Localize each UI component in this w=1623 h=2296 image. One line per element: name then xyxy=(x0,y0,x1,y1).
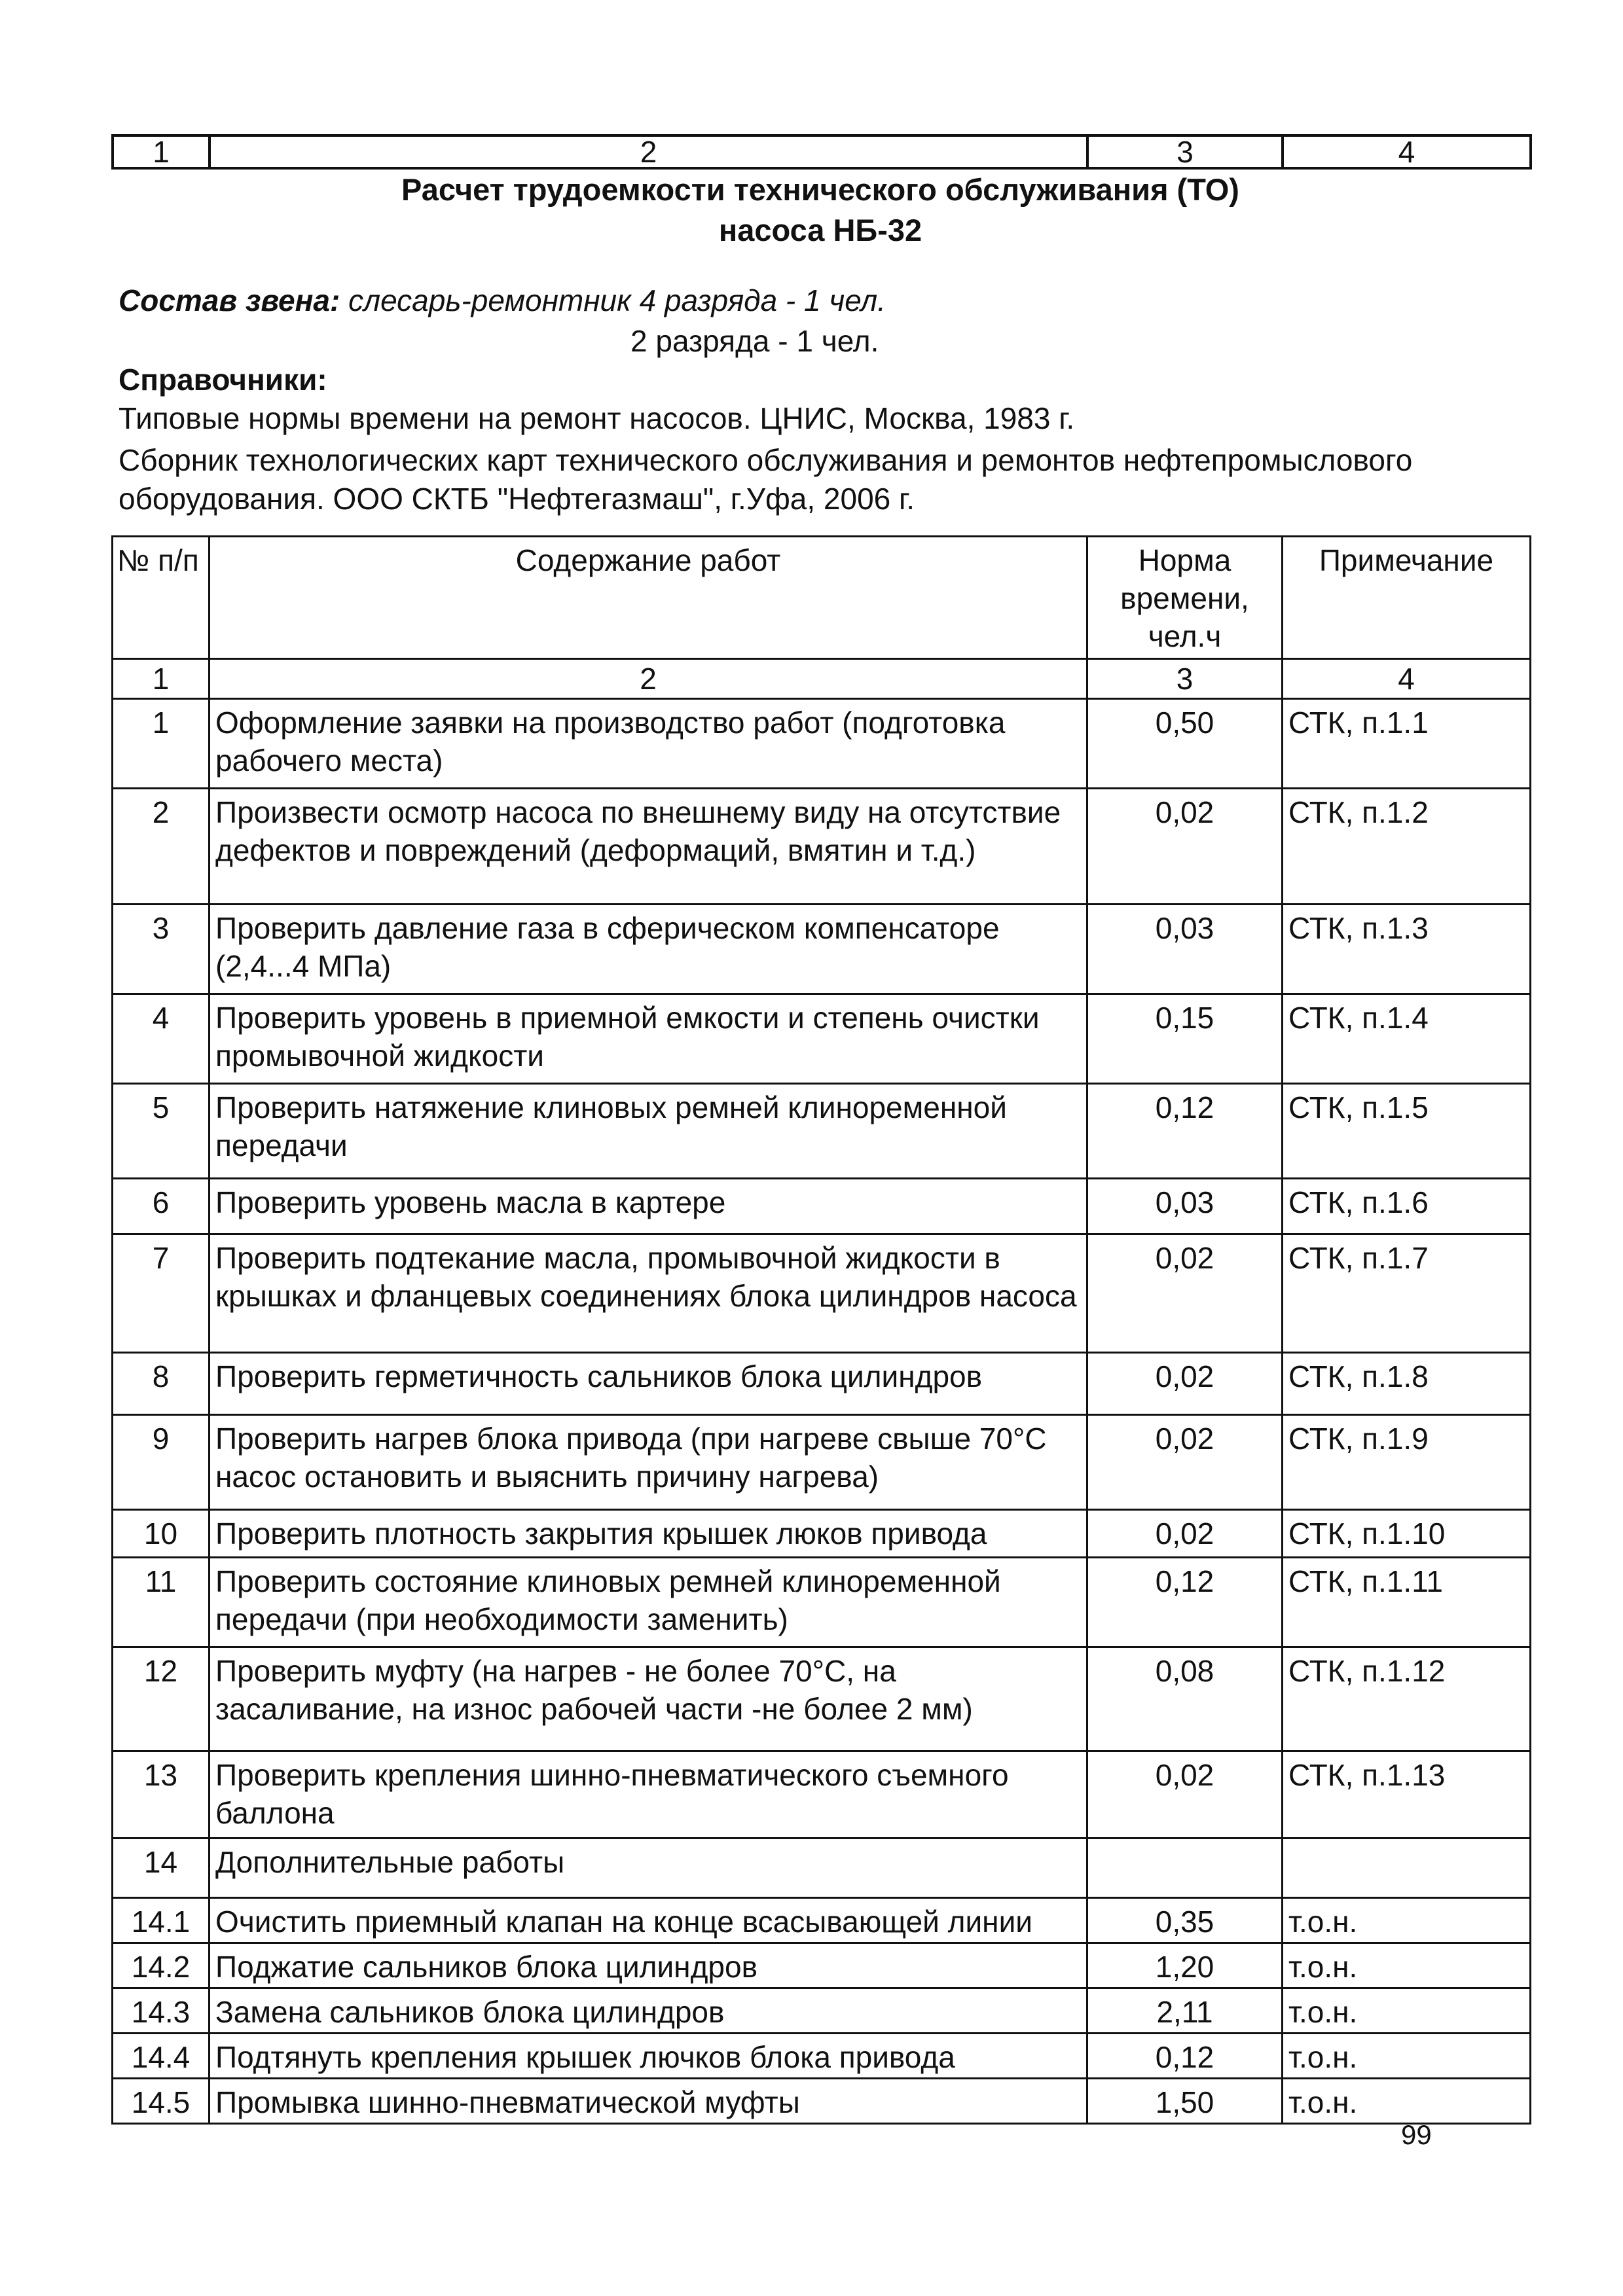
row-num: 3 xyxy=(113,905,210,994)
row-num: 14.5 xyxy=(113,2079,210,2124)
table-row xyxy=(113,1234,1531,1353)
crew-line-2: 2 разряда - 1 чел. xyxy=(630,324,879,358)
strip-col-2: 2 xyxy=(210,135,1087,168)
row-norm: 0,12 xyxy=(1087,1558,1283,1647)
row-note: СТК, п.1.5 xyxy=(1283,1084,1531,1179)
row-note: СТК, п.1.7 xyxy=(1283,1234,1531,1353)
row-note: СТК, п.1.9 xyxy=(1283,1415,1531,1510)
row-note: СТК, п.1.8 xyxy=(1283,1353,1531,1415)
row-content: Проверить натяжение клиновых ремней клиноременной передачи xyxy=(210,1084,1087,1179)
table-row xyxy=(113,1751,1531,1839)
row-norm: 0,02 xyxy=(1087,1353,1283,1415)
row-norm: 0,08 xyxy=(1087,1647,1283,1751)
row-norm: 0,12 xyxy=(1087,2034,1283,2079)
row-num: 13 xyxy=(113,1751,210,1839)
row-content: Проверить муфту (на нагрев - не более 70°С, на засаливание, на износ рабочей части -не более 2 мм) xyxy=(210,1647,1087,1751)
table-row xyxy=(113,1943,1531,1988)
crew-line xyxy=(119,283,886,318)
row-content: Поджатие сальников блока цилиндров xyxy=(210,1943,1087,1988)
header-num: № п/п xyxy=(113,537,210,659)
row-note: т.о.н. xyxy=(1283,2034,1531,2079)
row-norm: 0,03 xyxy=(1087,1179,1283,1234)
table-row xyxy=(113,1647,1531,1751)
row-note: СТК, п.1.3 xyxy=(1283,905,1531,994)
references-label: Справочники: xyxy=(119,363,327,397)
table-row xyxy=(113,1839,1531,1898)
row-note: СТК, п.1.1 xyxy=(1283,699,1531,789)
strip-col-4: 4 xyxy=(1283,135,1531,168)
table-row xyxy=(113,789,1531,905)
header-content: Содержание работ xyxy=(210,537,1087,659)
row-content: Замена сальников блока цилиндров xyxy=(210,1988,1087,2034)
row-num: 1 xyxy=(113,699,210,789)
row-content: Проверить уровень масла в картере xyxy=(210,1179,1087,1234)
row-num: 14.4 xyxy=(113,2034,210,2079)
row-content: Проверить состояние клиновых ремней клиноременной передачи (при необходимости заменить) xyxy=(210,1558,1087,1647)
row-content: Произвести осмотр насоса по внешнему виду на отсутствие дефектов и повреждений (деформаций, вмятин и т.д.) xyxy=(210,789,1087,905)
table-row xyxy=(113,905,1531,994)
row-note: СТК, п.1.4 xyxy=(1283,994,1531,1084)
table-row xyxy=(113,1558,1531,1647)
table-row xyxy=(113,2079,1531,2124)
row-num: 14 xyxy=(113,1839,210,1898)
row-norm: 2,11 xyxy=(1087,1988,1283,2034)
reference-2-line-1: Сборник технологических карт технического обслуживания и ремонтов нефтепромыслового xyxy=(119,443,1413,477)
row-content: Проверить подтекание масла, промывочной жидкости в крышках и фланцевых соединениях блока цилиндров насоса xyxy=(210,1234,1087,1353)
table-row xyxy=(113,994,1531,1084)
row-num: 12 xyxy=(113,1647,210,1751)
row-num: 2 xyxy=(113,789,210,905)
header-note: Примечание xyxy=(1283,537,1531,659)
row-note: СТК, п.1.12 xyxy=(1283,1647,1531,1751)
labor-table xyxy=(111,535,1531,2125)
index-col-2: 2 xyxy=(210,659,1087,699)
row-norm: 0,03 xyxy=(1087,905,1283,994)
row-num: 7 xyxy=(113,1234,210,1353)
row-note: т.о.н. xyxy=(1283,2079,1531,2124)
row-num: 9 xyxy=(113,1415,210,1510)
row-norm: 0,35 xyxy=(1087,1898,1283,1943)
index-col-1: 1 xyxy=(113,659,210,699)
row-num: 14.3 xyxy=(113,1988,210,2034)
row-content: Очистить приемный клапан на конце всасывающей линии xyxy=(210,1898,1087,1943)
row-note xyxy=(1283,1839,1531,1898)
table-row xyxy=(113,1415,1531,1510)
document-title: Расчет трудоемкости технического обслуживания (ТО) xyxy=(401,172,1239,207)
row-num: 5 xyxy=(113,1084,210,1179)
row-content: Дополнительные работы xyxy=(210,1839,1087,1898)
row-norm xyxy=(1087,1839,1283,1898)
row-note: т.о.н. xyxy=(1283,1943,1531,1988)
row-num: 8 xyxy=(113,1353,210,1415)
strip-col-1: 1 xyxy=(113,135,210,168)
row-norm: 1,50 xyxy=(1087,2079,1283,2124)
crew-value-1: слесарь-ремонтник 4 разряда - 1 чел. xyxy=(348,283,886,317)
row-note: т.о.н. xyxy=(1283,1988,1531,2034)
table-index-row xyxy=(113,659,1531,699)
table-row xyxy=(113,699,1531,789)
row-norm: 0,02 xyxy=(1087,1751,1283,1839)
crew-label: Состав звена: xyxy=(119,283,340,317)
row-norm: 0,12 xyxy=(1087,1084,1283,1179)
row-note: СТК, п.1.2 xyxy=(1283,789,1531,905)
table-row xyxy=(113,1084,1531,1179)
row-norm: 1,20 xyxy=(1087,1943,1283,1988)
row-content: Подтянуть крепления крышек лючков блока привода xyxy=(210,2034,1087,2079)
row-note: СТК, п.1.11 xyxy=(1283,1558,1531,1647)
row-norm: 0,02 xyxy=(1087,1234,1283,1353)
row-content: Проверить крепления шинно-пневматического съемного баллона xyxy=(210,1751,1087,1839)
row-num: 4 xyxy=(113,994,210,1084)
strip-col-3: 3 xyxy=(1087,135,1283,168)
table-row xyxy=(113,1898,1531,1943)
row-norm: 0,50 xyxy=(1087,699,1283,789)
table-row xyxy=(113,1179,1531,1234)
row-num: 10 xyxy=(113,1510,210,1558)
row-norm: 0,02 xyxy=(1087,1510,1283,1558)
row-content: Промывка шинно-пневматической муфты xyxy=(210,2079,1087,2124)
reference-1: Типовые нормы времени на ремонт насосов. ЦНИС, Москва, 1983 г. xyxy=(119,401,1075,435)
table-row xyxy=(113,2034,1531,2079)
row-content: Оформление заявки на производство работ (подготовка рабочего места) xyxy=(210,699,1087,789)
row-num: 14.2 xyxy=(113,1943,210,1988)
row-norm: 0,02 xyxy=(1087,1415,1283,1510)
row-content: Проверить давление газа в сферическом компенсаторе (2,4...4 МПа) xyxy=(210,905,1087,994)
column-number-strip xyxy=(111,134,1532,170)
index-col-3: 3 xyxy=(1087,659,1283,699)
row-note: СТК, п.1.6 xyxy=(1283,1179,1531,1234)
reference-2-line-2: оборудования. ООО СКТБ "Нефтегазмаш", г.Уфа, 2006 г. xyxy=(119,482,915,516)
row-norm: 0,02 xyxy=(1087,789,1283,905)
index-col-4: 4 xyxy=(1283,659,1531,699)
header-norm: Норма времени, чел.ч xyxy=(1087,537,1283,659)
row-note: т.о.н. xyxy=(1283,1898,1531,1943)
row-content: Проверить уровень в приемной емкости и степень очистки промывочной жидкости xyxy=(210,994,1087,1084)
table-row xyxy=(113,1353,1531,1415)
table-header-row xyxy=(113,537,1531,659)
table-row xyxy=(113,1988,1531,2034)
document-subtitle: насоса НБ-32 xyxy=(718,213,922,247)
row-content: Проверить герметичность сальников блока цилиндров xyxy=(210,1353,1087,1415)
table-row xyxy=(113,1510,1531,1558)
row-num: 14.1 xyxy=(113,1898,210,1943)
row-num: 11 xyxy=(113,1558,210,1647)
row-note: СТК, п.1.13 xyxy=(1283,1751,1531,1839)
row-content: Проверить плотность закрытия крышек люков привода xyxy=(210,1510,1087,1558)
row-num: 6 xyxy=(113,1179,210,1234)
row-note: СТК, п.1.10 xyxy=(1283,1510,1531,1558)
row-content: Проверить нагрев блока привода (при нагреве свыше 70°С насос остановить и выяснить причину нагрева) xyxy=(210,1415,1087,1510)
page-number: 99 xyxy=(1401,2119,1432,2150)
row-norm: 0,15 xyxy=(1087,994,1283,1084)
